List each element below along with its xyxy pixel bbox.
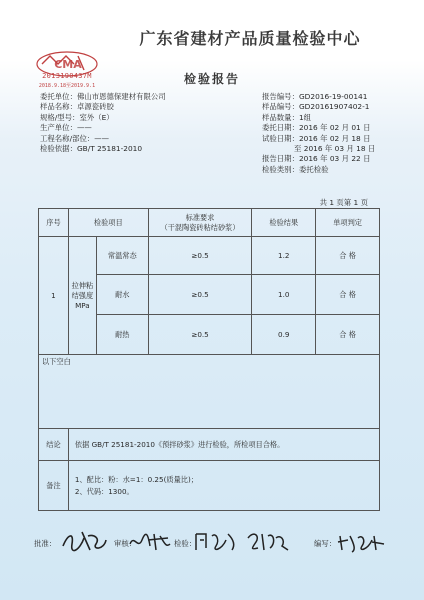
table-header-row [39,209,380,237]
header-standard-label: 标准要求 [185,212,215,222]
header-standard [148,209,252,237]
entrust-date-field: 委托日期：2016 年 02 月 01 日 [262,123,371,133]
conclusion-row [39,429,380,461]
project-field: 工程名称/部位：—— [40,133,110,143]
approve-label: 批准： [34,539,57,548]
compile-label: 编写： [314,539,337,548]
sample-no-field: 样品编号：GD20161907402-1 [262,102,370,112]
meta-right [262,92,375,175]
meta-left [40,92,166,154]
test-type-field: 检验类别：委托检验 [262,164,329,174]
check-label: 检验： [174,539,197,548]
judgment-cell: 合 格 [316,275,380,315]
remarks-line-1: 1、配比：粉：水=1：0.25(质量比)； [74,474,198,484]
header-result: 检验结果 [252,209,316,237]
page-info: 共 1 页第 1 页 [319,198,368,207]
remarks-text [68,461,379,511]
standard-cell: ≥0.5 [148,237,252,275]
seal-validity: 2018.9.18至2019.9.1 [38,83,96,89]
result-cell: 0.9 [252,315,316,355]
judgment-cell: 合 格 [316,315,380,355]
group-label-cell: 拉伸粘结强度MPa [68,237,96,355]
test-date-field: 试验日期：2016 年 02 月 18 日 [262,133,371,143]
seq-cell: 1 [39,237,69,355]
item-cell: 耐热 [96,315,148,355]
remarks-line-2: 2、代码：1300。 [74,486,134,496]
checker-signature-1-icon [192,528,238,554]
spec-model-field: 规格/型号：室外（E） [40,112,114,122]
header-seq: 序号 [39,209,69,237]
header-item: 检验项目 [68,209,148,237]
checker-signature-2-icon [246,528,290,554]
basis-field: 检验依据：GB/T 25181-2010 [40,143,143,153]
results-table [38,208,380,511]
org-title: 广东省建材产品质量检验中心 [139,29,361,48]
quantity-field: 样品数量：1组 [262,112,312,122]
review-label: 审核： [114,539,137,548]
producer-field: 生产单位：—— [40,123,92,133]
compiler-signature-icon [336,530,386,554]
approver-signature-icon [60,528,108,554]
item-cell: 耐水 [96,275,148,315]
judgment-cell: 合 格 [316,237,380,275]
header-judgment: 单项判定 [316,209,380,237]
header-standard-sub: （干混陶瓷砖粘结砂浆） [160,222,240,232]
test-date-end-field: 至 2016 年 03 月 18 日 [294,143,376,153]
result-cell: 1.2 [252,237,316,275]
result-cell: 1.0 [252,275,316,315]
report-date-field: 报告日期：2016 年 03 月 22 日 [262,154,371,164]
seal-cma-text: CMA [54,58,82,71]
table-row [39,237,380,275]
remarks-label: 备注 [39,461,69,511]
reviewer-signature-icon [128,530,172,554]
standard-cell: ≥0.5 [148,315,252,355]
report-title: 检验报告 [183,72,240,86]
remarks-row [39,461,380,511]
sample-name-field: 样品名称：卓源瓷砖胶 [40,102,114,112]
item-cell: 常温常态 [96,237,148,275]
blank-note: 以下空白 [39,355,380,429]
blank-row [39,355,380,429]
client-field: 委托单位：佛山市恩德保建材有限公司 [40,92,166,101]
report-no-field: 报告编号：GD2016-19-00141 [262,92,368,101]
standard-cell: ≥0.5 [148,275,252,315]
conclusion-text: 依据 GB/T 25181-2010《预拌砂浆》进行检验，所检项目合格。 [68,429,379,461]
conclusion-label: 结论 [39,429,69,461]
seal-number: 2013190437M [42,72,92,80]
